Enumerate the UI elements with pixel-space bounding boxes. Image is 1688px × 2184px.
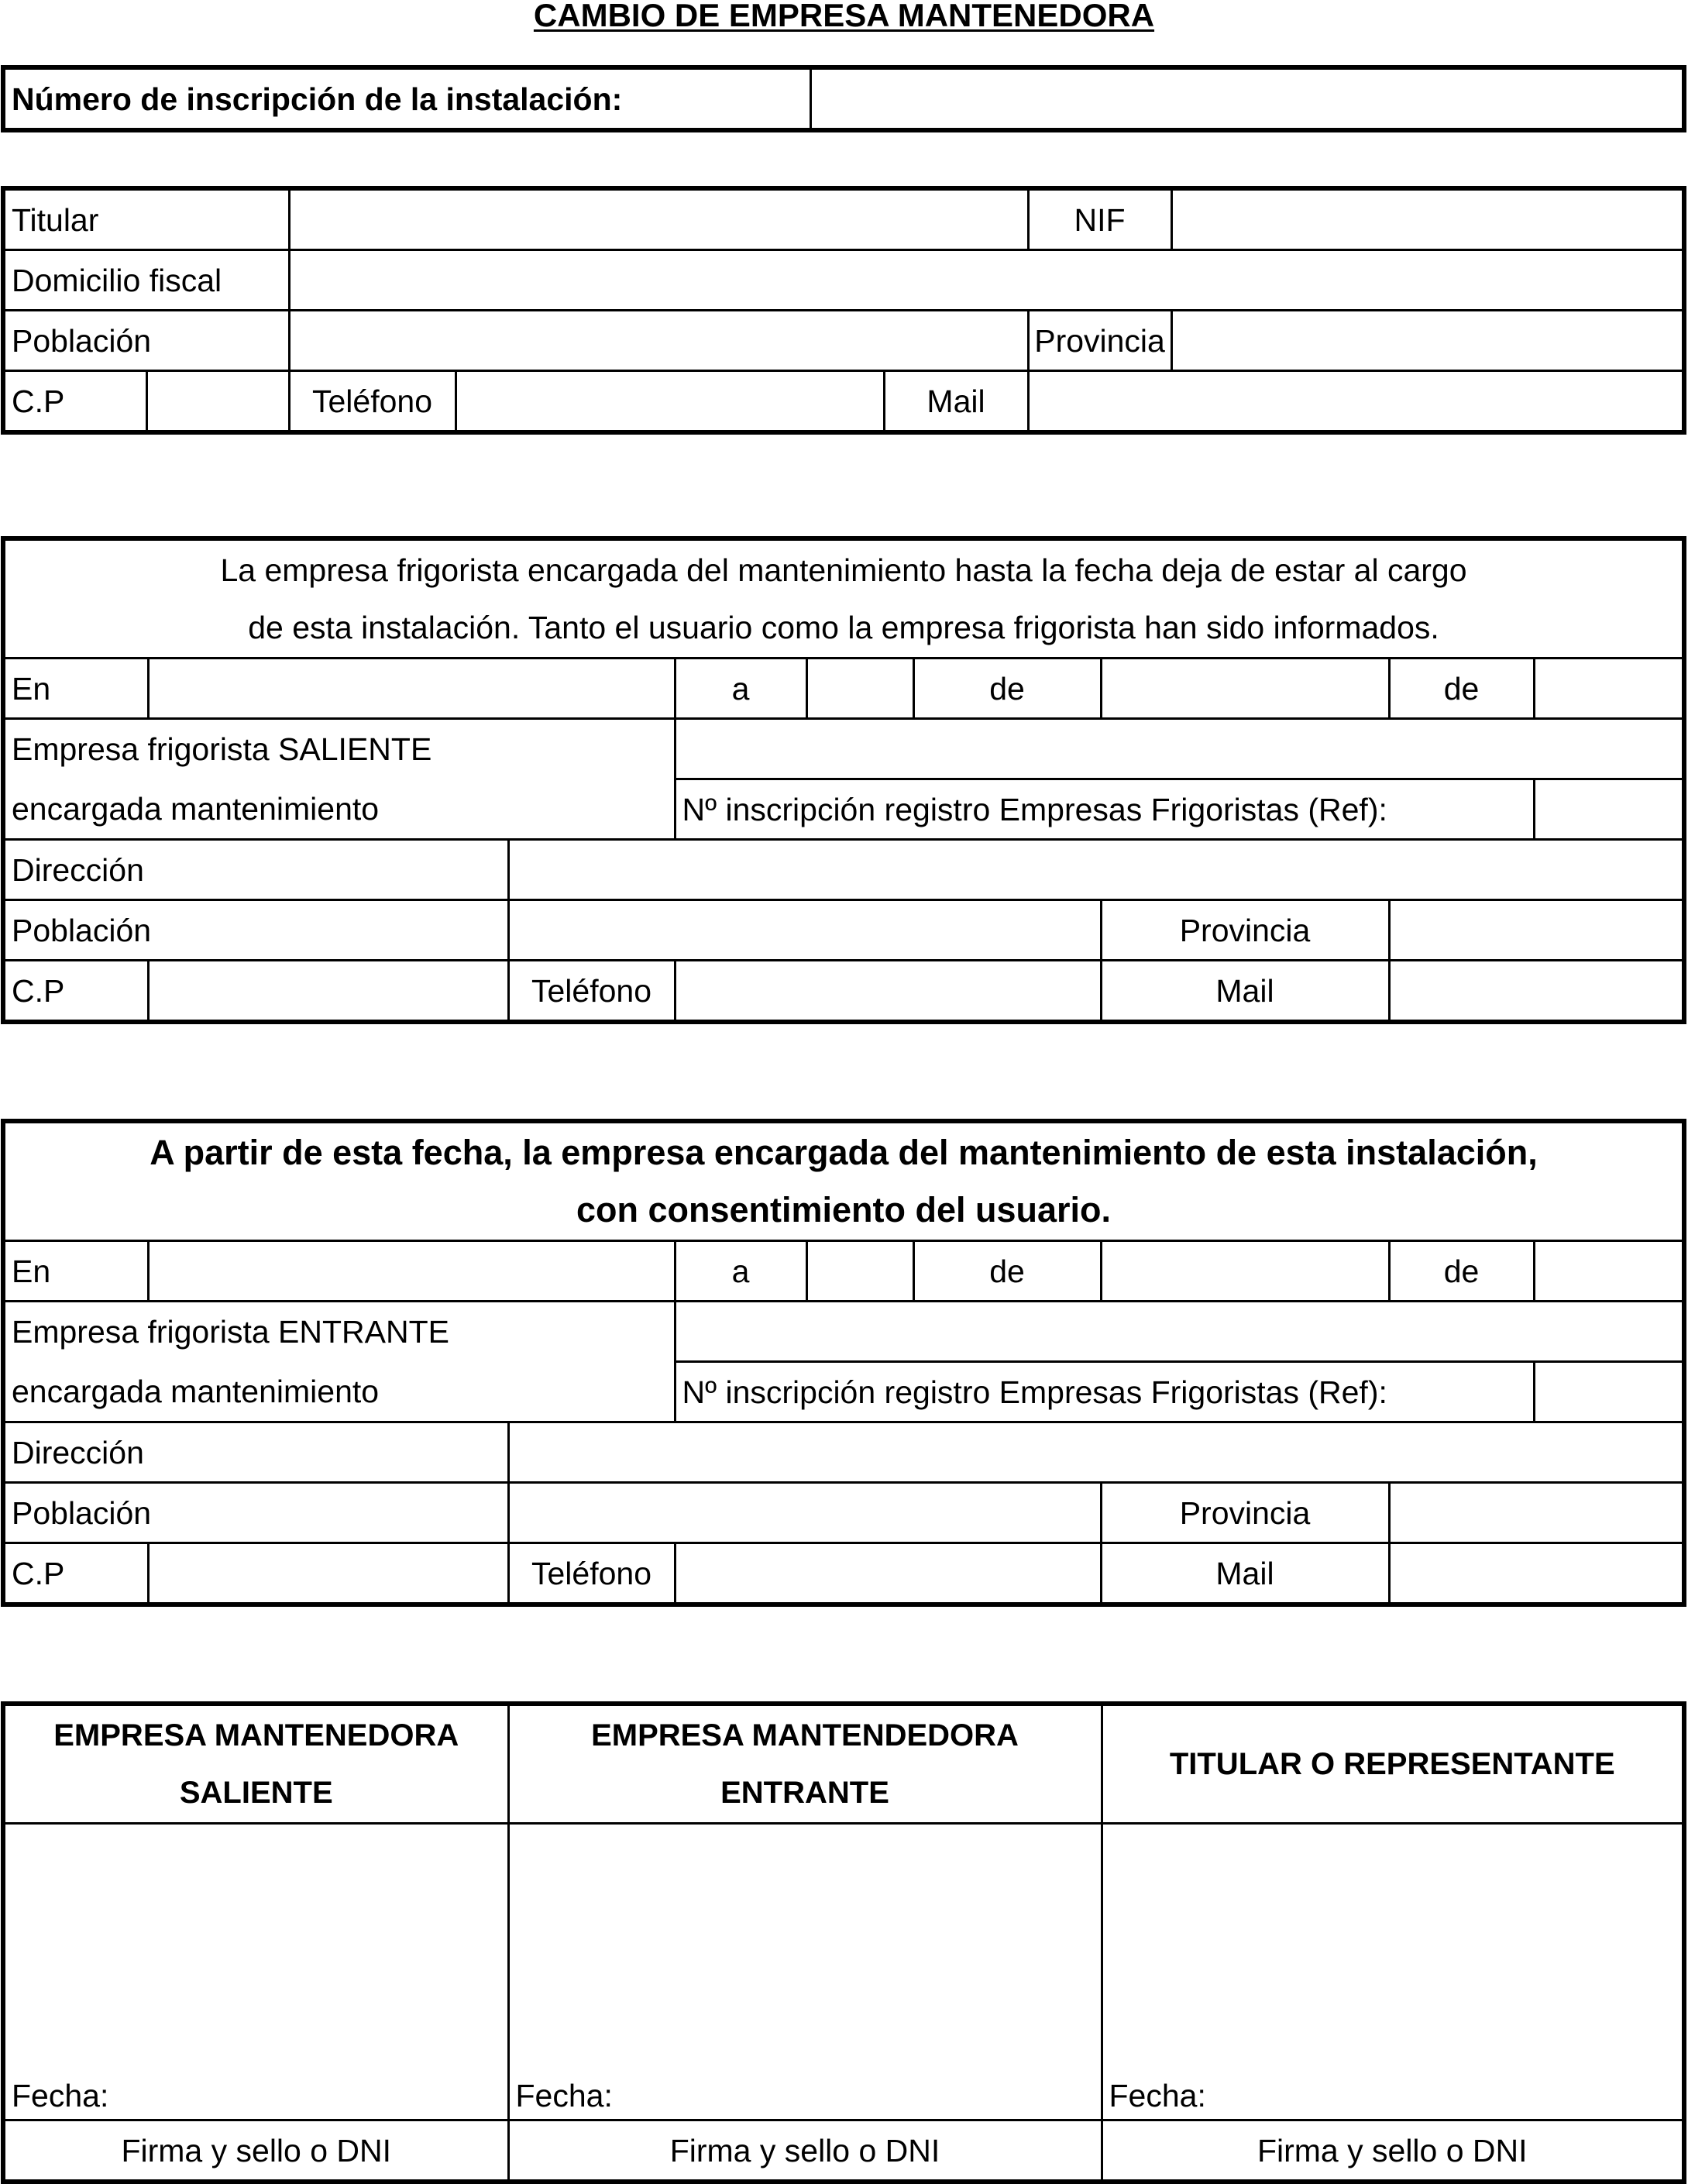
month-field[interactable]: [1101, 1241, 1389, 1302]
telefono-label: Teléfono: [508, 961, 675, 1023]
company-incoming-label-2: encargada mantenimiento: [3, 1362, 675, 1422]
registro-label: Nº inscripción registro Empresas Frigoristas (Ref):: [675, 1362, 1534, 1422]
direccion-field[interactable]: [508, 1422, 1684, 1483]
poblacion-field[interactable]: [289, 311, 1028, 371]
month-field[interactable]: [1101, 659, 1389, 719]
mail-field[interactable]: [1389, 1543, 1684, 1605]
cp-label: C.P: [3, 961, 148, 1023]
registro-label: Nº inscripción registro Empresas Frigoristas (Ref):: [675, 779, 1534, 840]
provincia-field[interactable]: [1389, 1483, 1684, 1543]
titular-label: Titular: [3, 188, 289, 250]
company-outgoing-label-2: encargada mantenimiento: [3, 779, 675, 840]
mail-label: Mail: [1101, 961, 1389, 1023]
installation-table: [1, 65, 1686, 132]
provincia-label: Provincia: [1101, 1483, 1389, 1543]
a-label: a: [675, 1241, 806, 1302]
cp-label: C.P: [3, 1543, 148, 1605]
signature-box-incoming[interactable]: [508, 1824, 1102, 2120]
poblacion-label: Población: [3, 311, 289, 371]
telefono-field[interactable]: [675, 1543, 1101, 1605]
en-field[interactable]: [148, 659, 675, 719]
installation-label: Número de inscripción de la instalación:: [3, 67, 810, 130]
signatures-table: [1, 1701, 1686, 2184]
signature-footer-outgoing: Firma y sello o DNI: [3, 2120, 508, 2182]
direccion-label: Dirección: [3, 840, 508, 900]
cp-label: C.P: [3, 371, 146, 433]
provincia-label: Provincia: [1101, 900, 1389, 961]
page-title: CAMBIO DE EMPRESA MANTENEDORA: [533, 0, 1155, 33]
provincia-label: Provincia: [1028, 311, 1171, 371]
installation-number-field[interactable]: [810, 67, 1684, 130]
signature-header-holder: TITULAR O REPRESENTANTE: [1102, 1704, 1684, 1824]
incoming-table: [1, 1119, 1686, 1607]
de-label: de: [913, 659, 1101, 719]
domicilio-label: Domicilio fiscal: [3, 250, 289, 311]
en-label: En: [3, 659, 148, 719]
direccion-label: Dirección: [3, 1422, 508, 1483]
day-field[interactable]: [806, 659, 913, 719]
company-outgoing-label: Empresa frigorista SALIENTE: [3, 719, 675, 779]
cp-field[interactable]: [148, 1543, 508, 1605]
outgoing-intro: La empresa frigorista encargada del mantenimiento hasta la fecha deja de estar al cargo de esta instalación. Tanto el usuario como la empresa frigorista han sido informados.: [3, 538, 1684, 659]
telefono-label: Teléfono: [508, 1543, 675, 1605]
nif-label: NIF: [1028, 188, 1171, 250]
provincia-field[interactable]: [1389, 900, 1684, 961]
direccion-field[interactable]: [508, 840, 1684, 900]
year-field[interactable]: [1534, 1241, 1684, 1302]
poblacion-label: Población: [3, 900, 508, 961]
mail-field[interactable]: [1389, 961, 1684, 1023]
mail-label: Mail: [1101, 1543, 1389, 1605]
signature-box-holder[interactable]: [1102, 1824, 1684, 2120]
signature-box-outgoing[interactable]: [3, 1824, 508, 2120]
incoming-intro: A partir de esta fecha, la empresa encargada del mantenimiento de esta instalación, con consentimiento del usuario.: [3, 1121, 1684, 1241]
de-label-2: de: [1389, 1241, 1534, 1302]
de-label: de: [913, 1241, 1101, 1302]
day-field[interactable]: [806, 1241, 913, 1302]
holder-table: [1, 186, 1686, 435]
fecha-label: Fecha:: [1109, 2078, 1206, 2113]
registro-field[interactable]: [1534, 779, 1684, 840]
outgoing-table: [1, 536, 1686, 1024]
de-label-2: de: [1389, 659, 1534, 719]
company-incoming-label: Empresa frigorista ENTRANTE: [3, 1302, 675, 1362]
registro-field[interactable]: [1534, 1362, 1684, 1422]
signature-header-incoming: EMPRESA MANTENDEDORA ENTRANTE: [508, 1704, 1102, 1824]
signature-footer-holder: Firma y sello o DNI: [1102, 2120, 1684, 2182]
domicilio-field[interactable]: [289, 250, 1684, 311]
mail-field[interactable]: [1028, 371, 1684, 433]
telefono-label: Teléfono: [289, 371, 456, 433]
poblacion-field[interactable]: [508, 1483, 1101, 1543]
signature-header-outgoing: EMPRESA MANTENEDORA SALIENTE: [3, 1704, 508, 1824]
en-label: En: [3, 1241, 148, 1302]
fecha-label: Fecha:: [515, 2078, 613, 2113]
cp-field[interactable]: [146, 371, 289, 433]
year-field[interactable]: [1534, 659, 1684, 719]
poblacion-label: Población: [3, 1483, 508, 1543]
company-outgoing-field[interactable]: [675, 719, 1684, 779]
fecha-label: Fecha:: [12, 2078, 109, 2113]
telefono-field[interactable]: [456, 371, 884, 433]
nif-field[interactable]: [1171, 188, 1684, 250]
mail-label: Mail: [884, 371, 1028, 433]
signature-footer-incoming: Firma y sello o DNI: [508, 2120, 1102, 2182]
cp-field[interactable]: [148, 961, 508, 1023]
provincia-field[interactable]: [1171, 311, 1684, 371]
poblacion-field[interactable]: [508, 900, 1101, 961]
titular-field[interactable]: [289, 188, 1028, 250]
en-field[interactable]: [148, 1241, 675, 1302]
telefono-field[interactable]: [675, 961, 1101, 1023]
company-incoming-field[interactable]: [675, 1302, 1684, 1362]
a-label: a: [675, 659, 806, 719]
